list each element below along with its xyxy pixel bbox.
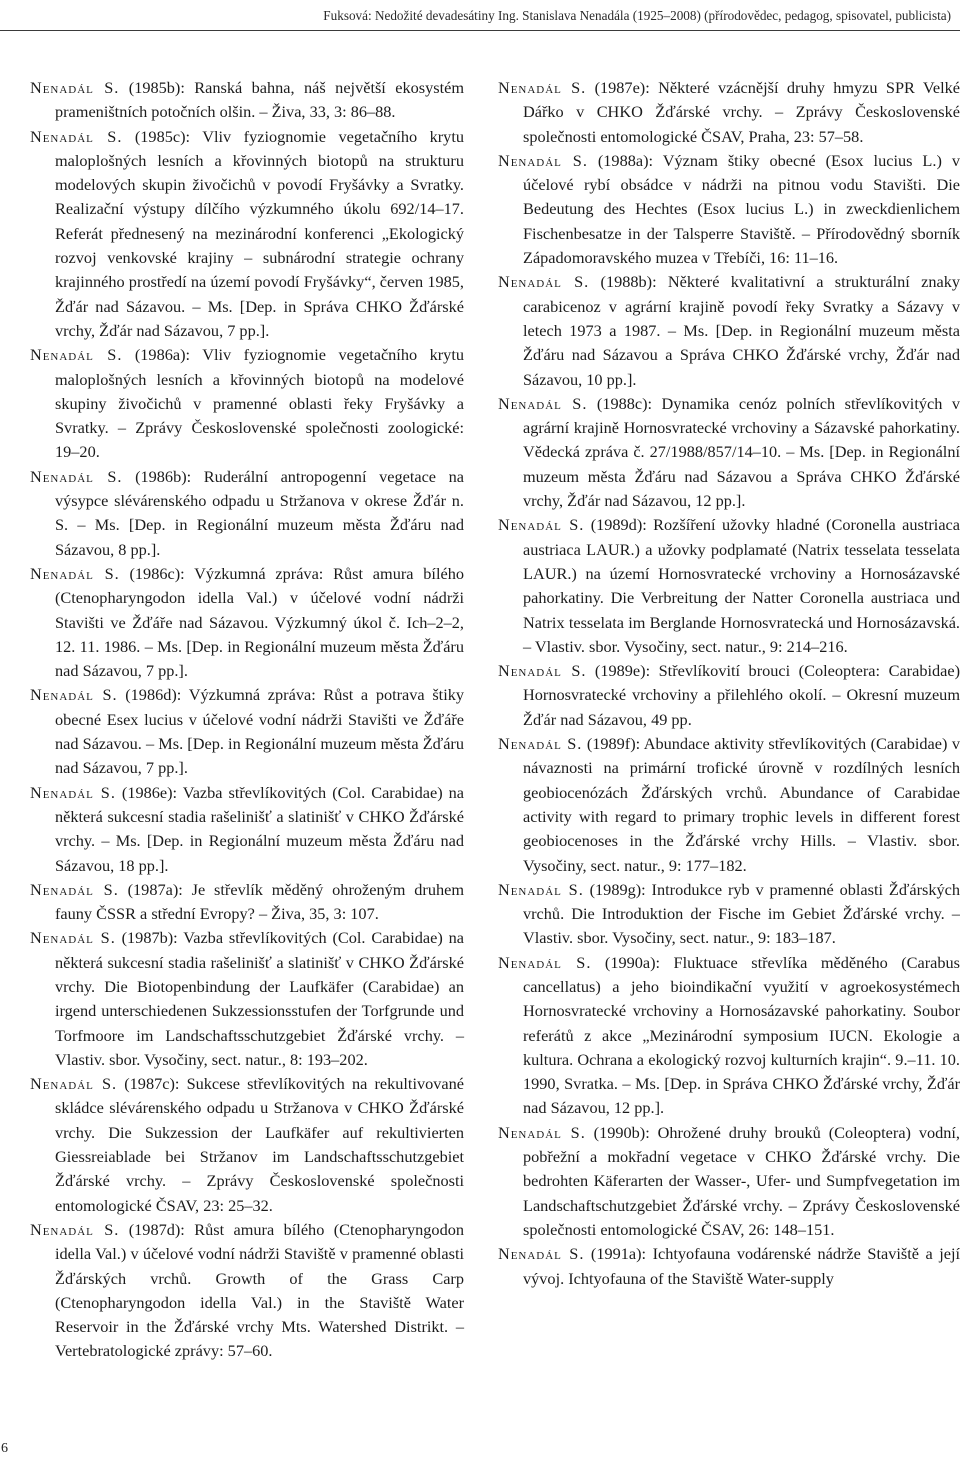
entry-author: Nenadál S. xyxy=(498,879,584,899)
entry-author: Nenadál S. xyxy=(498,272,590,292)
entry-text: (1989d): Rozšíření užovky hladné (Coronella austriaca austriaca LAUR.) a užovky podplamaté (Natrix tesselata tesselata LAUR.) na území Hornosvratecké vrchoviny a Hornosázavské pahorkatiny. Die Verbreitung der Natter Coronella austriaca und Natrix tesselata im Berglande Hornosvratecká und Hornosázavská. – Vlastiv. sbor. Vysočiny, sect. natur., 9: 214–216. xyxy=(523,515,960,656)
bibliography-entry xyxy=(30,343,464,464)
bibliography-entry xyxy=(30,465,464,562)
entry-author: Nenadál S. xyxy=(30,1219,120,1239)
bibliography-entry xyxy=(30,1072,464,1218)
entry-text: (1986d): Výzkumná zpráva: Růst a potrava štiky obecné Esex lucius v účelové vodní nádrži Stavišti ve Žďáře nad Sázavou. – Ms. [Dep. in Regionální muzeum města Žďáru nad Sázavou, 7 pp.]. xyxy=(55,685,464,778)
entry-author: Nenadál S. xyxy=(30,126,123,146)
entry-text: (1986c): Výzkumná zpráva: Růst amura bílého (Ctenopharyngodon idella Val.) v účelové vodní nádrži Stavišti ve Žďáře nad Sázavou. Výzkumný úkol č. Ich–2–2, 12. 11. 1986. – Ms. [Dep. in Regionální muzeum města Žďáru nad Sázavou, 7 pp.]. xyxy=(55,563,464,681)
entry-text: (1989f): Abundace aktivity střevlíkovitých (Carabidae) v návaznosti na primární trofické úrovně v rozdílných lesních geobiocenózách Žďárských vrchů. Abundance of Carabidae activity with regard to primary trophic levels in different forest geobiocenoses in the Žďárské vrchy Hills. – Vlastiv. sbor. Vysočiny, sect. natur., 9: 177–182. xyxy=(523,734,960,875)
bibliography-entry xyxy=(30,878,464,927)
bibliography-entry xyxy=(30,562,464,683)
entry-text: (1986e): Vazba střevlíkovitých (Col. Carabidae) na některá sukcesní stadia rašelinišť a slatinišť v CHKO Žďárské vrchy. – Ms. [Dep. in Regionální muzeum města Žďáru nad Sázavou, 18 pp.]. xyxy=(55,782,464,875)
entry-text: (1986b): Ruderální antropogenní vegetace na výsypce slévárenského odpadu u Stržanova v okrese Žďár n. S. – Ms. [Dep. in Regionální muzeum města Žďáru nad Sázavou, 8 pp.]. xyxy=(55,466,464,559)
entry-text: (1991a): Ichtyofauna vodárenské nádrže Staviště a její vývoj. Ichtyofauna of the Staviště Water-supply xyxy=(523,1244,960,1288)
entry-text: (1985c): Vliv fyziognomie vegetačního krytu maloplošných lesních a křovinných biotopů na strukturu modelových skupin živočichů v povodí Fryšávky a Svratky. Realizační výstupy dílčího výzkumného úkolu 692/14–17. Referát přednesený na mezinárodní konferenci „Ekologický rozvoj venkovské krajiny – subnárodní strategie ochrany krajinného prostředí na území povodí Fryšávky“, červen 1985, Žďár nad Sázavou. – Ms. [Dep. in Správa CHKO Žďárské vrchy, Žďár nad Sázavou, 7 pp.]. xyxy=(55,126,464,340)
entry-text: (1988b): Některé kvalitativní a strukturální znaky carabicenoz v agrární krajině povodí řeky Svratky a Sázavy v letech 1973 a 1987. – Ms. [Dep. in Regionální muzeum města Žďáru nad Sázavou a Správa CHKO Žďárské vrchy, Žďár nad Sázavou, 10 pp.]. xyxy=(523,272,960,389)
entry-text: (1987c): Sukcese střevlíkovitých na rekultivované skládce slévárenského odpadu u Stržanova v CHKO Žďárské vrchy. Die Sukzession der Laufkäfer auf rekultivierten Giessreiablade bei Stržanov im Landschaftsschutzgebiet Žďárské vrchy. – Zprávy Československé společnosti entomologické ČSAV, 23: 25–32. xyxy=(55,1074,464,1215)
entry-text: (1988c): Dynamika cenóz polních střevlíkovitých v agrární krajině Hornosvratecké vrchoviny a Sázavské pahorkatiny. Vědecká zpráva č. 27/1988/857/14–10. – Ms. [Dep. in Regionální muzeum města Žďáru nad Sázavou a Správa CHKO Žďárské vrchy, Žďár nad Sázavou, 12 pp.]. xyxy=(523,393,960,511)
entry-author: Nenadál S. xyxy=(498,1244,585,1264)
bibliography-entry xyxy=(30,683,464,780)
entry-author: Nenadál S. xyxy=(30,1074,118,1094)
entry-author: Nenadál S. xyxy=(498,515,585,535)
entry-text: (1990b): Ohrožené druhy brouků (Coleoptera) vodní, pobřežní a mokřadní vegetace v CHKO Žďárské vrchy. Die bedrohten Käferarten der Wasser-, Ufer- und Sumpfvegetation im Landschaftschutzgebiet Žďárské vrchy. – Zprávy Československé společnosti entomologické ČSAV, 26: 148–151. xyxy=(523,1122,960,1239)
bibliography-entry xyxy=(30,926,464,1072)
entry-author: Nenadál S. xyxy=(498,734,583,754)
entry-text: (1990a): Fluktuace střevlíka měděného (Carabus cancellatus) a jeho bioindikační využití v agroekosystémech Hornosvratecké vrchoviny a Hornosázavské pahorkatiny. Soubor referátů z akce „Mezinárodní symposium IUCN. Ekologie a kultura. Ochrana a ekologický rozvoj kulturních krajin“. 9.–11. 10. 1990, Svratka. – Ms. [Dep. in Správa CHKO Žďárské vrchy, Žďár nad Sázavou, 12 pp.]. xyxy=(523,952,960,1118)
left-column xyxy=(30,76,464,1364)
entry-text: (1987a): Je střevlík měděný ohroženým druhem fauny ČSSR a střední Evropy? – Živa, 35, 3: 107. xyxy=(55,879,464,924)
bibliography-entry xyxy=(498,270,960,391)
bibliography-entry xyxy=(498,149,960,270)
bibliography-entry xyxy=(30,76,464,125)
entry-author: Nenadál S. xyxy=(498,393,588,413)
bibliography-entry xyxy=(498,732,960,878)
entry-author: Nenadál S. xyxy=(30,78,120,97)
entry-author: Nenadál S. xyxy=(30,345,123,365)
entry-text: (1987b): Vazba střevlíkovitých (Col. Carabidae) na některá sukcesní stadia rašelinišť a slatinišť v CHKO Žďárské vrchy. Die Biotopenbindung der Laufkäfer (Carabidae) an irgend unterschiedenen Sukzessionsstufen der Torfgrunde und Torfmoore im Landschaftsschutzgebiet Žďárské vrchy. – Vlastiv. sbor. Vysočiny, sect. natur., 8: 193–202. xyxy=(55,928,464,1069)
entry-author: Nenadál S. xyxy=(498,150,588,170)
bibliography-entry xyxy=(498,1121,960,1242)
right-column xyxy=(498,76,960,1291)
entry-text: (1989g): Introdukce ryb v pramenné oblasti Žďárských vrchů. Die Introduktion der Fische im Gebiet Žďárské vrchy. – Vlastiv. sbor. Vysočiny, sect. natur., 9: 183–187. xyxy=(523,879,960,948)
bibliography-entry xyxy=(30,1218,464,1364)
entry-author: Nenadál S. xyxy=(498,78,587,97)
bibliography-entry xyxy=(30,781,464,878)
bibliography-entry xyxy=(498,513,960,659)
entry-author: Nenadál S. xyxy=(30,782,116,802)
bibliography-entry xyxy=(498,392,960,513)
bibliography-entry xyxy=(30,125,464,344)
header-rule xyxy=(0,30,960,31)
entry-text: (1987d): Růst amura bílého (Ctenopharyngodon idella Val.) v účelové vodní nádrži Staviště v pramenné oblasti Žďárských vrchů. Growth of the Grass Carp (Ctenopharyngodon idella Val.) in the Staviště Water Reservoir in the Žďárské vrchy Mts. Watershed Distrikt. – Vertebratologické zprávy: 57–60. xyxy=(55,1219,464,1361)
entry-text: (1989e): Střevlíkovití brouci (Coleoptera: Carabidae) Hornosvratecké vrchoviny a přilehlého okolí. – Okresní muzeum Žďár nad Sázavou, 49 pp. xyxy=(523,661,960,729)
entry-author: Nenadál S. xyxy=(498,1122,586,1142)
bibliography-entry xyxy=(498,1242,960,1291)
entry-text: (1986a): Vliv fyziognomie vegetačního krytu maloplošných lesních a křovinných biotopů na modelové skupiny živočichů v pramenné oblasti řeky Fryšávky a Svratky. – Zprávy Československé společnosti zoologické: 19–20. xyxy=(55,345,464,462)
bibliography-entry xyxy=(498,659,960,732)
entry-text: (1985b): Ranská bahna, náš největší ekosystém prameništních potočních olšin. – Živa, 33, 3: 86–88. xyxy=(55,78,464,122)
entry-author: Nenadál S. xyxy=(30,685,118,705)
entry-text: (1987e): Některé vzácnější druhy hmyzu SPR Velké Dářko v CHKO Žďárské vrchy. – Zprávy Československé společnosti entomologické ČSAV, Praha, 23: 57–58. xyxy=(523,78,960,146)
entry-author: Nenadál S. xyxy=(498,661,587,681)
entry-author: Nenadál S. xyxy=(30,928,116,948)
entry-author: Nenadál S. xyxy=(30,466,123,486)
entry-text: (1988a): Význam štiky obecné (Esox lucius L.) v účelové rybí obsádce v nádrži na pitnou vodu Stavišti. Die Bedeutung des Hechtes (Esox lucius L.) in zweckdienlichem Fischenbesatze in der Talsperre Staviště. – Přírodovědný sborník Západomoravského muzea v Třebíči, 16: 11–16. xyxy=(523,150,960,268)
entry-author: Nenadál S. xyxy=(30,879,119,899)
bibliography-entry xyxy=(498,951,960,1121)
entry-author: Nenadál S. xyxy=(498,952,592,972)
bibliography-entry xyxy=(498,878,960,951)
entry-author: Nenadál S. xyxy=(30,563,120,583)
bibliography-entry xyxy=(498,76,960,149)
running-head: Fuksová: Nedožité devadesátiny Ing. Stanislava Nenadála (1925–2008) (přírodovědec, pedagog, spisovatel, publicista) xyxy=(323,8,951,23)
page-number: 6 xyxy=(1,1441,8,1456)
